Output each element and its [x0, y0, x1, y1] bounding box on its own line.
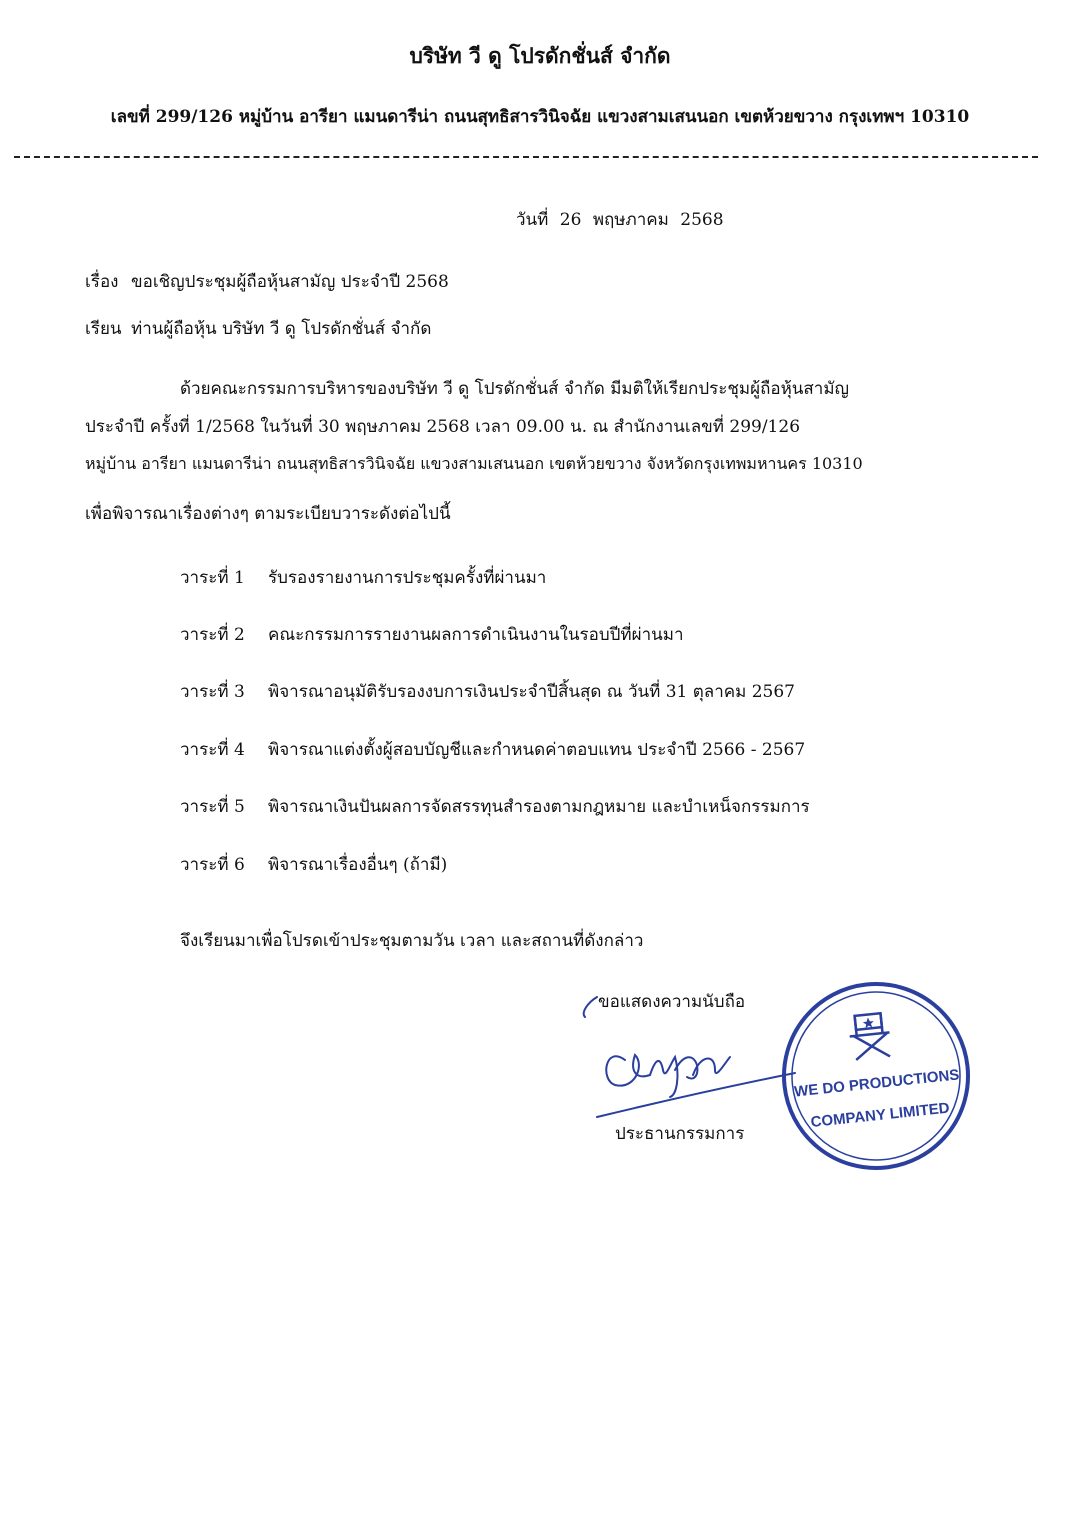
- star-icon: [862, 1017, 874, 1028]
- company-seal: [778, 978, 974, 1174]
- agenda-item: พิจารณาเงินปันผลการจัดสรรทุนสำรองตามกฎหมาย และบำเหน็จกรรมการ: [268, 797, 810, 817]
- agenda-number: วาระที่ 3: [180, 682, 245, 702]
- company-address: เลขที่ 299/126 หมู่บ้าน อารียา แมนดารีน่า ถนนสุทธิสารวินิจฉัย แขวงสามเสนนอก เขตห้วยขวาง กรุงเทพฯ 10310: [110, 107, 970, 127]
- signer-title: ประธานกรรมการ: [615, 1124, 745, 1144]
- agenda-number: วาระที่ 5: [180, 797, 245, 817]
- signoff: ขอแสดงความนับถือ: [598, 992, 746, 1012]
- agenda-number: วาระที่ 4: [180, 740, 245, 760]
- seal-line-1: WE DO PRODUCTIONS: [793, 1066, 961, 1101]
- agenda-number: วาระที่ 1: [180, 568, 245, 588]
- agenda-number: วาระที่ 6: [180, 855, 245, 875]
- agenda-item: พิจารณาแต่งตั้งผู้สอบบัญชีและกำหนดค่าตอบแทน ประจำปี 2566 - 2567: [268, 740, 806, 760]
- signature: [575, 985, 805, 1125]
- letter-date: วันที่ 26 พฤษภาคม 2568: [516, 210, 724, 230]
- seal-line-2: COMPANY LIMITED: [809, 1099, 951, 1132]
- agenda-number: วาระที่ 2: [180, 625, 245, 645]
- subject-text: ขอเชิญประชุมผู้ถือหุ้นสามัญ ประจำปี 2568: [131, 272, 449, 292]
- closing-sentence: จึงเรียนมาเพื่อโปรดเข้าประชุมตามวัน เวลา และสถานที่ดังกล่าว: [180, 931, 644, 951]
- agenda-item: รับรองรายงานการประชุมครั้งที่ผ่านมา: [268, 568, 547, 588]
- agenda-item: พิจารณาอนุมัติรับรองงบการเงินประจำปีสิ้นสุด ณ วันที่ 31 ตุลาคม 2567: [268, 682, 795, 702]
- agenda-item: คณะกรรมการรายงานผลการดำเนินงานในรอบปีที่ผ่านมา: [268, 625, 684, 645]
- recipient-label: เรียน: [85, 319, 122, 339]
- body-paragraph-line: ด้วยคณะกรรมการบริหารของบริษัท วี ดู โปรดักชั่นส์ จำกัด มีมติให้เรียกประชุมผู้ถือหุ้นสามัญ: [180, 379, 850, 399]
- body-paragraph-line: เพื่อพิจารณาเรื่องต่างๆ ตามระเบียบวาระดังต่อไปนี้: [85, 504, 451, 524]
- director-chair-icon: [848, 1012, 892, 1060]
- subject-label: เรื่อง: [85, 272, 119, 292]
- body-paragraph-line: ประจำปี ครั้งที่ 1/2568 ในวันที่ 30 พฤษภาคม 2568 เวลา 09.00 น. ณ สำนักงานเลขที่ 299/126: [85, 417, 801, 437]
- body-paragraph-line: หมู่บ้าน อารียา แมนดารีน่า ถนนสุทธิสารวินิจฉัย แขวงสามเสนนอก เขตห้วยขวาง จังหวัดกรุงเทพมหานคร 10310: [85, 454, 863, 473]
- company-name: บริษัท วี ดู โปรดักชั่นส์ จำกัด: [409, 43, 671, 68]
- header-divider: [14, 156, 1038, 158]
- recipient-text: ท่านผู้ถือหุ้น บริษัท วี ดู โปรดักชั่นส์ จำกัด: [131, 319, 432, 339]
- agenda-item: พิจารณาเรื่องอื่นๆ (ถ้ามี): [268, 855, 448, 875]
